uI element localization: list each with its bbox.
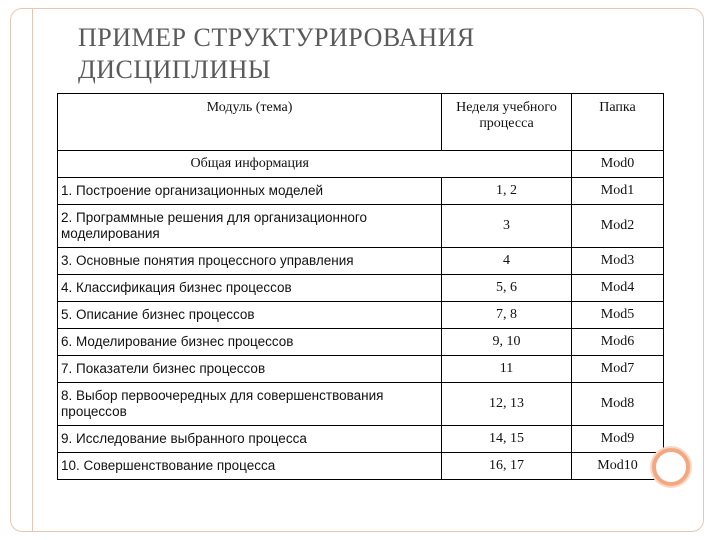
week-number: 14, 15 [442, 426, 572, 453]
decorative-circle [652, 448, 690, 486]
module-topic: 1. Построение организационных моделей [58, 178, 442, 205]
folder-name: Mod10 [572, 453, 664, 480]
folder-name: Mod9 [572, 426, 664, 453]
table-header-row [58, 94, 664, 151]
module-topic: 7. Показатели бизнес процессов [58, 356, 442, 383]
table-row [58, 356, 664, 383]
week-number: 7, 8 [442, 302, 572, 329]
slide-left-rule [32, 8, 33, 532]
module-topic: 9. Исследование выбранного процесса [58, 426, 442, 453]
module-topic: 5. Описание бизнес процессов [58, 302, 442, 329]
header-week: Неделя учебного процесса [442, 94, 572, 151]
table-row [58, 426, 664, 453]
module-topic: 6. Моделирование бизнес процессов [58, 329, 442, 356]
header-module: Модуль (тема) [58, 94, 442, 151]
week-number: 9, 10 [442, 329, 572, 356]
week-number: 1, 2 [442, 178, 572, 205]
general-info-row [58, 151, 664, 178]
week-number: 11 [442, 356, 572, 383]
table-row [58, 178, 664, 205]
table-row [58, 383, 664, 426]
module-topic: 4. Классификация бизнес процессов [58, 275, 442, 302]
header-folder: Папка [572, 94, 664, 151]
week-number: 5, 6 [442, 275, 572, 302]
module-topic: 10. Совершенствование процесса [58, 453, 442, 480]
slide-title: ПРИМЕР СТРУКТУРИРОВАНИЯ ДИСЦИПЛИНЫ [78, 23, 475, 84]
folder-name: Mod5 [572, 302, 664, 329]
discipline-structure-table [57, 93, 664, 480]
table-row [58, 275, 664, 302]
folder-name: Mod4 [572, 275, 664, 302]
general-info-week [442, 151, 572, 178]
table-row [58, 302, 664, 329]
general-info-folder: Mod0 [572, 151, 664, 178]
table-row [58, 205, 664, 248]
table-row [58, 329, 664, 356]
week-number: 4 [442, 248, 572, 275]
general-info-label: Общая информация [58, 151, 442, 178]
folder-name: Mod3 [572, 248, 664, 275]
folder-name: Mod7 [572, 356, 664, 383]
module-topic: 2. Программные решения для организационного моделирования [58, 205, 442, 248]
week-number: 12, 13 [442, 383, 572, 426]
table-row [58, 248, 664, 275]
folder-name: Mod6 [572, 329, 664, 356]
folder-name: Mod8 [572, 383, 664, 426]
folder-name: Mod2 [572, 205, 664, 248]
module-topic: 3. Основные понятия процессного управления [58, 248, 442, 275]
table-row [58, 453, 664, 480]
folder-name: Mod1 [572, 178, 664, 205]
week-number: 3 [442, 205, 572, 248]
module-topic: 8. Выбор первоочередных для совершенствования процессов [58, 383, 442, 426]
week-number: 16, 17 [442, 453, 572, 480]
